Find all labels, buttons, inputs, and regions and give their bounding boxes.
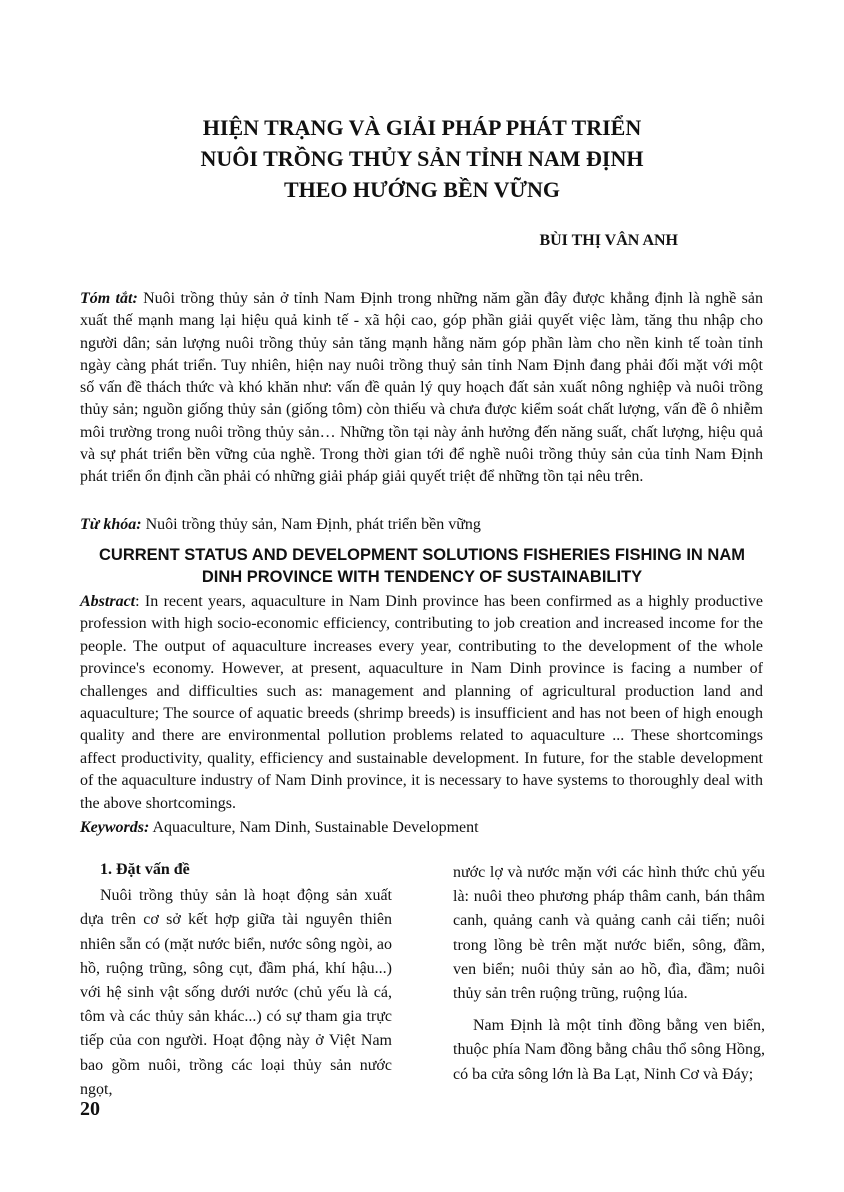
abstract-en-label: Abstract [80,593,136,610]
title-line-3: THEO HƯỚNG BỀN VỮNG [283,177,561,202]
keywords-english [80,817,763,839]
author-name: BÙI THỊ VÂN ANH [539,232,678,249]
abstract-vietnamese [80,288,763,489]
body-paragraph: Nam Định là một tỉnh đồng bằng ven biển, thuộc phía Nam đồng bằng châu thổ sông Hồng, có ba cửa sông lớn là Ba Lạt, Ninh Cơ và Đáy; [453,1017,765,1083]
body-column-left [80,858,392,1102]
abstract-en-text: : In recent years, aquaculture in Nam Dinh province has been confirmed as a highly productive profession with high socio-economic efficiency, contributing to job creation and increased income for the people. The output of aquaculture increases every year, contributing to the development of the whole province's economy. However, at present, aquaculture in Nam Dinh province is facing a number of challenges and difficulties such as: management and planning of agricultural production land and aquaculture; The source of aquatic breeds (shrimp breeds) is insufficient and has not been of high enough quality and there are environmental pollution problems related to aquaculture ... These shortcomings affect productivity, quality, efficiency and sustainable development. In future, for the stable development of the aquaculture industry of Nam Dinh province, it is necessary to have systems to thoroughly deal with the above shortcomings. [80,593,763,812]
body-column-right [453,861,765,1087]
english-title [70,544,774,588]
abstract-vi-label: Tóm tắt: [80,290,138,307]
english-title-line-2: DINH PROVINCE WITH TENDENCY OF SUSTAINABILITY [201,568,643,586]
article-title [0,112,844,205]
keywords-vietnamese [80,514,763,536]
keywords-en-text: Aquaculture, Nam Dinh, Sustainable Development [149,819,479,836]
title-line-1: HIỆN TRẠNG VÀ GIẢI PHÁP PHÁT TRIỂN [202,115,642,140]
page-number: 20 [80,1098,100,1120]
english-title-line-1: CURRENT STATUS AND DEVELOPMENT SOLUTIONS FISHERIES FISHING IN NAM [99,546,745,564]
title-line-2: NUÔI TRỒNG THỦY SẢN TỈNH NAM ĐỊNH [200,146,644,171]
abstract-english [80,591,763,815]
keywords-vi-text: Nuôi trồng thủy sản, Nam Định, phát triển bền vững [141,516,481,533]
keywords-vi-label: Từ khóa: [80,516,142,533]
abstract-vi-text: Nuôi trồng thủy sản ở tỉnh Nam Định trong những năm gần đây được khẳng định là nghề sản xuất thế mạnh mang lại hiệu quả kinh tế - xã hội cao, góp phần giải quyết việc làm, tăng thu nhập cho người dân; sản lượng nuôi trồng thủy sản tăng mạnh hằng năm góp phần làm cho nền kinh tế toàn tỉnh ngày càng phát triển. Tuy nhiên, hiện nay nuôi trồng thuỷ sản tỉnh Nam Định đang phải đối mặt với một số vấn đề thách thức và khó khăn như: vấn đề quản lý quy hoạch đất sản xuất nông nghiệp và nuôi trồng thủy sản; nguồn giống thủy sản (giống tôm) còn thiếu và chưa được kiểm soát chất lượng, vấn đề ô nhiễm môi trường trong nuôi trồng thủy sản… Những tồn tại này ảnh hưởng đến năng suất, chất lượng, hiệu quả và sự phát triển bền vững của nghề. Trong thời gian tới để nghề nuôi trồng thủy sản của tỉnh Nam Định phát triển ổn định cần phải có những giải pháp giải quyết triệt để những tồn tại nêu trên. [80,290,764,486]
body-paragraph: Nuôi trồng thủy sản là hoạt động sản xuất dựa trên cơ sở kết hợp giữa tài nguyên thiên nhiên sẵn có (mặt nước biển, nước sông ngòi, ao hồ, ruộng trũng, sông cụt, đầm phá, khí hậu...) với hệ sinh vật sống dưới nước (chủ yếu là cá, tôm và các thủy sản khác...) có sự tham gia trực tiếp của con người. Hoạt động này ở Việt Nam bao gồm nuôi, trồng các loại thủy sản nước ngọt, [80,887,392,1098]
section-heading: 1. Đặt vấn đề [100,861,190,878]
body-paragraph: nước lợ và nước mặn với các hình thức chủ yếu là: nuôi theo phương pháp thâm canh, bán thâm canh, quảng canh và quảng canh cải tiến; nuôi trong lồng bè trên mặt nước biển, sông, đầm, ven biển; nuôi thủy sản ao hồ, đìa, đầm; nuôi thủy sản trên ruộng trũng, ruộng lúa. [453,864,765,1003]
keywords-en-label: Keywords: [80,819,150,836]
